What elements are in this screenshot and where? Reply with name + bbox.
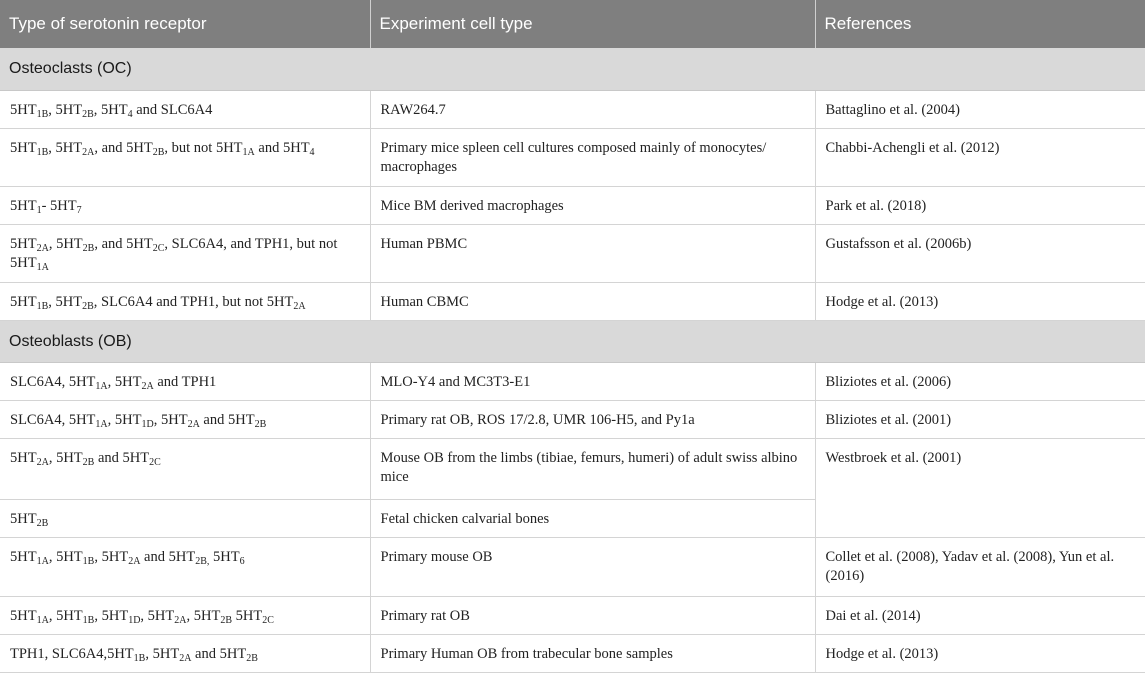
receptor-segment: - 5HT xyxy=(41,197,77,214)
receptor-subscript: 1D xyxy=(141,418,154,430)
receptor-subscript: 2A xyxy=(174,614,187,626)
receptor-cell xyxy=(0,90,370,128)
receptor-segment: , 5HT xyxy=(94,548,129,565)
receptor-subscript: 2B xyxy=(246,652,258,664)
receptor-segment: TPH1, SLC6A4,5HT xyxy=(10,645,134,662)
receptor-segment: and SLC6A4 xyxy=(132,101,213,118)
cell-type-cell: Human CBMC xyxy=(370,282,815,320)
receptor-segment: , 5HT xyxy=(94,607,129,624)
receptor-subscript: 1B xyxy=(36,146,49,158)
receptor-segment: , 5HT xyxy=(48,235,83,252)
header-cell-type: Experiment cell type xyxy=(370,0,815,48)
receptor-text xyxy=(10,511,48,527)
reference-cell: Dai et al. (2014) xyxy=(815,596,1145,634)
receptor-segment: , but not 5HT xyxy=(164,139,243,156)
receptor-subscript: 1A xyxy=(36,261,49,273)
receptor-cell xyxy=(0,224,370,282)
cell-type-cell: Primary Human OB from trabecular bone samples xyxy=(370,634,815,672)
table-row xyxy=(0,438,1145,499)
receptor-subscript: 2B xyxy=(82,300,94,312)
receptor-subscript: 2C xyxy=(149,456,161,468)
receptor-text xyxy=(10,294,306,310)
receptor-segment: and 5HT xyxy=(94,449,150,466)
receptor-subscript: 1B xyxy=(82,614,95,626)
receptor-segment: , 5HT xyxy=(48,449,83,466)
receptor-subscript: 2B xyxy=(82,108,94,120)
receptor-subscript: 7 xyxy=(76,204,82,216)
receptor-cell xyxy=(0,596,370,634)
receptor-subscript: 2B xyxy=(82,242,95,254)
table-row xyxy=(0,282,1145,320)
receptor-subscript: 1B xyxy=(36,300,49,312)
receptor-text xyxy=(10,450,161,466)
receptor-segment: 5HT xyxy=(209,548,240,565)
cell-type-cell: Primary rat OB, ROS 17/2.8, UMR 106-H5, and Py1a xyxy=(370,400,815,438)
receptor-subscript: 2A xyxy=(293,300,306,312)
receptor-subscript: 1A xyxy=(36,555,49,567)
receptor-text xyxy=(10,549,245,565)
receptor-subscript: 1B xyxy=(82,555,95,567)
section-row-osteoclasts xyxy=(0,48,1145,90)
receptor-segment: , 5HT xyxy=(107,411,142,428)
receptor-subscript: 2A xyxy=(36,242,49,254)
receptor-subscript: 2C xyxy=(152,242,165,254)
receptor-segment: , 5HT xyxy=(48,139,83,156)
section-title-osteoblasts: Osteoblasts (OB) xyxy=(0,320,1145,362)
reference-cell: Bliziotes et al. (2001) xyxy=(815,400,1145,438)
table-row xyxy=(0,537,1145,596)
receptor-subscript: 1A xyxy=(95,380,108,392)
receptor-subscript: 4 xyxy=(309,146,315,158)
receptor-text xyxy=(10,198,82,214)
receptor-segment: 5HT xyxy=(232,607,263,624)
receptor-segment: , SLC6A4, and TPH1, but not 5HT xyxy=(10,235,338,271)
header-receptor-type: Type of serotonin receptor xyxy=(0,0,370,48)
receptor-segment: , 5HT xyxy=(48,293,83,310)
receptor-segment: , 5HT xyxy=(48,607,83,624)
receptor-segment: , 5HT xyxy=(186,607,221,624)
receptor-text xyxy=(10,608,274,624)
receptor-segment: and 5HT xyxy=(191,645,247,662)
receptor-text xyxy=(10,412,266,428)
receptor-subscript: 1A xyxy=(36,614,49,626)
receptor-cell xyxy=(0,400,370,438)
receptor-segment: , SLC6A4 and TPH1, but not 5HT xyxy=(93,293,294,310)
receptor-subscript: 6 xyxy=(239,555,245,567)
receptor-segment: and 5HT xyxy=(140,548,196,565)
reference-cell: Hodge et al. (2013) xyxy=(815,634,1145,672)
receptor-subscript: 2B xyxy=(220,614,233,626)
receptor-subscript: 4 xyxy=(127,108,133,120)
receptor-subscript: 1B xyxy=(133,652,146,664)
receptor-subscript: 1A xyxy=(95,418,108,430)
table-row xyxy=(0,362,1145,400)
receptor-subscript: 1B xyxy=(36,108,49,120)
reference-cell: Collet et al. (2008), Yadav et al. (2008), Yun et al. (2016) xyxy=(815,537,1145,596)
receptor-subscript: 2B, xyxy=(195,555,210,567)
header-references: References xyxy=(815,0,1145,48)
receptor-subscript: 2A xyxy=(179,652,192,664)
receptor-segment: , and 5HT xyxy=(94,235,153,252)
section-title-osteoclasts: Osteoclasts (OC) xyxy=(0,48,1145,90)
table-row xyxy=(0,596,1145,634)
receptor-subscript: 2A xyxy=(141,380,154,392)
receptor-segment: and 5HT xyxy=(199,411,255,428)
receptor-segment: 5HT xyxy=(10,548,37,565)
cell-type-cell: Primary mouse OB xyxy=(370,537,815,596)
cell-type-cell: MLO-Y4 and MC3T3-E1 xyxy=(370,362,815,400)
receptor-cell xyxy=(0,128,370,186)
receptor-subscript: 2B xyxy=(254,418,267,430)
receptor-segment: , 5HT xyxy=(48,548,83,565)
receptor-cell xyxy=(0,537,370,596)
receptor-segment: 5HT xyxy=(10,449,37,466)
receptor-text xyxy=(10,140,315,156)
table-row xyxy=(0,90,1145,128)
receptor-subscript: 2B xyxy=(36,517,49,529)
receptor-segment: , 5HT xyxy=(145,645,180,662)
reference-cell: Battaglino et al. (2004) xyxy=(815,90,1145,128)
receptor-text xyxy=(10,102,212,118)
table-row xyxy=(0,128,1145,186)
reference-cell: Park et al. (2018) xyxy=(815,186,1145,224)
receptor-segment: 5HT xyxy=(10,235,37,252)
reference-cell: Hodge et al. (2013) xyxy=(815,282,1145,320)
table-row xyxy=(0,186,1145,224)
cell-type-cell: Fetal chicken calvarial bones xyxy=(370,499,815,537)
receptor-subscript: 2B xyxy=(82,456,95,468)
receptor-cell xyxy=(0,186,370,224)
receptor-subscript: 2A xyxy=(82,146,95,158)
receptor-segment: , 5HT xyxy=(93,101,128,118)
table-header-row xyxy=(0,0,1145,48)
receptor-subscript: 1D xyxy=(128,614,141,626)
receptor-segment: 5HT xyxy=(10,607,37,624)
cell-type-cell: Mouse OB from the limbs (tibiae, femurs, humeri) of adult swiss albino mice xyxy=(370,438,815,499)
table-row xyxy=(0,634,1145,672)
receptor-subscript: 2C xyxy=(262,614,274,626)
cell-type-cell: Mice BM derived macrophages xyxy=(370,186,815,224)
reference-cell: Gustafsson et al. (2006b) xyxy=(815,224,1145,282)
receptor-cell xyxy=(0,634,370,672)
receptor-subscript: 2B xyxy=(152,146,165,158)
receptor-segment: , 5HT xyxy=(153,411,188,428)
receptor-subscript: 2A xyxy=(36,456,49,468)
receptor-segment: and TPH1 xyxy=(153,373,217,390)
receptor-segment: 5HT xyxy=(10,197,37,214)
table-row xyxy=(0,224,1145,282)
receptor-segment: and 5HT xyxy=(254,139,310,156)
receptor-subscript: 2A xyxy=(128,555,141,567)
receptor-segment: 5HT xyxy=(10,510,37,527)
receptor-segment: , 5HT xyxy=(107,373,142,390)
receptor-cell xyxy=(0,438,370,499)
receptor-segment: 5HT xyxy=(10,139,37,156)
receptor-subscript: 2A xyxy=(187,418,200,430)
cell-type-cell: Human PBMC xyxy=(370,224,815,282)
cell-type-cell: Primary mice spleen cell cultures composed mainly of monocytes/ macrophages xyxy=(370,128,815,186)
receptor-segment: SLC6A4, 5HT xyxy=(10,373,96,390)
receptor-text xyxy=(10,236,337,271)
receptor-segment: SLC6A4, 5HT xyxy=(10,411,96,428)
receptor-segment: , 5HT xyxy=(48,101,83,118)
reference-cell: Chabbi-Achengli et al. (2012) xyxy=(815,128,1145,186)
receptor-cell xyxy=(0,362,370,400)
receptor-subscript: 1 xyxy=(36,204,42,216)
receptor-segment: 5HT xyxy=(10,293,37,310)
receptor-segment: , and 5HT xyxy=(94,139,153,156)
receptor-text xyxy=(10,646,258,662)
receptor-segment: , 5HT xyxy=(140,607,175,624)
receptor-subscript: 1A xyxy=(242,146,255,158)
reference-cell: Bliziotes et al. (2006) xyxy=(815,362,1145,400)
receptor-cell xyxy=(0,499,370,537)
receptor-segment: 5HT xyxy=(10,101,37,118)
reference-cell: Westbroek et al. (2001) xyxy=(815,438,1145,537)
receptor-text xyxy=(10,374,216,390)
receptor-cell xyxy=(0,282,370,320)
section-row-osteoblasts xyxy=(0,320,1145,362)
table-row xyxy=(0,400,1145,438)
cell-type-cell: RAW264.7 xyxy=(370,90,815,128)
cell-type-cell: Primary rat OB xyxy=(370,596,815,634)
